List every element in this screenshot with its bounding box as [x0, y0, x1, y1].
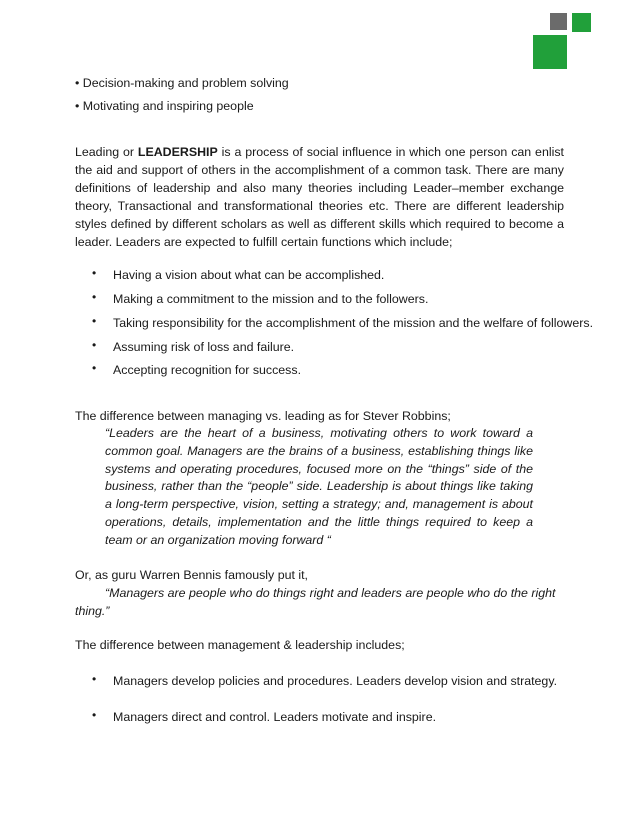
list-item: Making a commitment to the mission and to the followers.: [113, 292, 429, 306]
leadership-bold-term: LEADERSHIP: [137, 145, 218, 159]
list-item: Taking responsibility for the accomplishment of the mission and the welfare of followers.: [113, 316, 594, 330]
list-item: Accepting recognition for success.: [113, 363, 302, 377]
logo-gray-square: [550, 13, 567, 30]
bullet-marker: •: [92, 672, 97, 686]
bennis-quote-line2: thing.”: [75, 604, 110, 618]
bennis-quote-line1: “Managers are people who do things right and leaders are people who do the right: [105, 586, 556, 600]
list-item: Assuming risk of loss and failure.: [113, 340, 295, 354]
list-item: Having a vision about what can be accomplished.: [113, 268, 385, 282]
leadership-body: is a process of social influence in which one person can enlist the aid and support of others in the accomplishment of a common task. There are many definitions of leadership and also many theories including Leader–member exchange theory, Transactional and transformational theories etc. There are different leadership styles defined by different scholars as well as different skills which required to become a leader. Leaders are expected to fulfill certain functions which include;: [75, 145, 564, 249]
list-item: Managers direct and control. Leaders motivate and inspire.: [113, 710, 437, 724]
top-bullet-2: • Motivating and inspiring people: [75, 99, 254, 113]
robbins-quote: “Leaders are the heart of a business, motivating others to work toward a common goal. Managers are the brains of a business, establishing things like systems and operating procedures, focused more on the “things” side of the business, rather than the “people” side. Leadership is about things like taking a long-term perspective, vision, setting a strategy; and, management is about operations, details, implementation and the little things required to keep a team or an organization moving forward “: [105, 426, 533, 547]
differences-intro: The difference between management & leadership includes;: [75, 638, 405, 652]
logo-green-small-square: [572, 13, 591, 32]
logo-green-large-square: [533, 35, 567, 69]
bullet-marker: •: [92, 361, 97, 375]
leadership-paragraph: [75, 143, 564, 251]
top-bullet-1: • Decision-making and problem solving: [75, 76, 289, 90]
bullet-marker: •: [92, 266, 97, 280]
bullet-marker: •: [92, 708, 97, 722]
bullet-marker: •: [92, 290, 97, 304]
bullet-marker: •: [92, 314, 97, 328]
leadership-prefix: Leading or: [75, 145, 138, 159]
robbins-intro: The difference between managing vs. leading as for Stever Robbins;: [75, 409, 451, 423]
brand-logo: [533, 13, 591, 69]
bennis-intro: Or, as guru Warren Bennis famously put it,: [75, 568, 308, 582]
bullet-marker: •: [92, 338, 97, 352]
list-item: Managers develop policies and procedures. Leaders develop vision and strategy.: [113, 674, 558, 688]
